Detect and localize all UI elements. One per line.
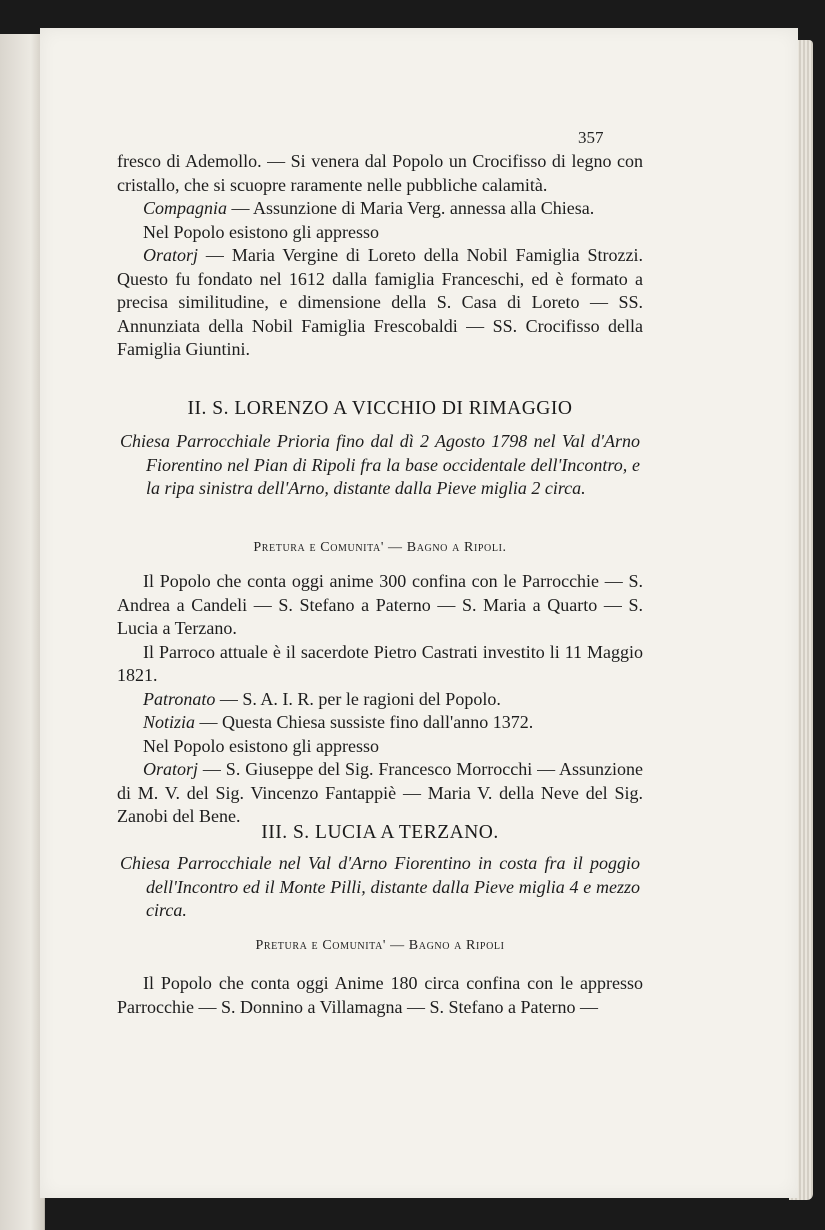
patronato-text: — S. A. I. R. per le ragioni del Popolo. [215, 688, 501, 709]
section3-body [117, 972, 643, 1019]
section-heading: II. S. LORENZO A VICCHIO DI RIMAGGIO [187, 398, 573, 419]
oratorj-label: Oratorj [143, 245, 199, 265]
paragraph: fresco di Ademollo. — Si venera dal Popolo un Crocifisso di legno con cristallo, che si scuopre raramente nelle pubbliche calamità. [117, 151, 643, 195]
oratorj-paragraph [117, 244, 643, 362]
paragraph: Nel Popolo esistono gli appresso [143, 221, 379, 242]
notizia-label: Notizia [143, 712, 196, 732]
patronato-paragraph [117, 688, 643, 712]
paragraph: Il Popolo che conta oggi Anime 180 circa confina con le appresso Parrocchie — S. Donnino a Villamagna — S. Stefano a Paterno — [117, 973, 643, 1017]
paragraph: Il Popolo che conta oggi anime 300 confina con le Parrocchie — S. Andrea a Candeli — S. Stefano a Paterno — S. Maria a Quarto — S. Lucia a Terzano. [117, 571, 643, 638]
section-description [120, 430, 640, 501]
book-left-edge [0, 34, 45, 1230]
oratorj-label: Oratorj [143, 759, 199, 779]
description-text: Chiesa Parrocchiale Prioria fino dal dì 2 Agosto 1798 nel Val d'Arno Fiorentino nel Pian di Ripoli fra la base occidentale dell'Incontro, e la ripa sinistra dell'Arno, distante dalla Pieve miglia 2 circa. [120, 431, 640, 498]
section-description [120, 852, 640, 923]
section-subheading: Pretura e Comunita' — Bagno a Ripoli. [253, 540, 507, 555]
compagnia-text: — Assunzione di Maria Verg. annessa alla Chiesa. [227, 198, 595, 218]
top-text-block [117, 150, 643, 362]
notizia-paragraph [117, 711, 643, 735]
oratorj-text: — S. Giuseppe del Sig. Francesco Morrocchi — Assunzione di M. V. del Sig. Vincenzo Fantappiè — Maria V. della Neve del Sig. Zanobi del Bene. [117, 759, 643, 826]
section-heading: III. S. LUCIA A TERZANO. [261, 822, 499, 843]
section2-body [117, 570, 643, 829]
compagnia-paragraph [117, 197, 643, 221]
paragraph: Il Parroco attuale è il sacerdote Pietro Castrati investito li 11 Maggio 1821. [117, 641, 643, 685]
section-subheading: Pretura e Comunita' — Bagno a Ripoli [255, 938, 505, 953]
notizia-text: — Questa Chiesa sussiste fino dall'anno 1372. [195, 712, 534, 732]
oratorj-text: — Maria Vergine di Loreto della Nobil Famiglia Strozzi. Questo fu fondato nel 1612 dalla famiglia Franceschi, ed è formato a precisa similitudine, e dimensione della S. Casa di Loreto — SS. Annunziata della Nobil Famiglia Frescobaldi — SS. Crocifisso della Famiglia Giuntini. [117, 245, 643, 359]
page-number: 357 [578, 128, 604, 147]
oratorj-paragraph [117, 758, 643, 829]
description-text: Chiesa Parrocchiale nel Val d'Arno Fiorentino in costa fra il poggio dell'Incontro ed il Monte Pilli, distante dalla Pieve miglia 4 e mezzo circa. [120, 853, 640, 920]
compagnia-label: Compagnia [143, 198, 228, 218]
patronato-label: Patronato [143, 688, 216, 709]
paragraph: Nel Popolo esistono gli appresso [143, 735, 379, 756]
